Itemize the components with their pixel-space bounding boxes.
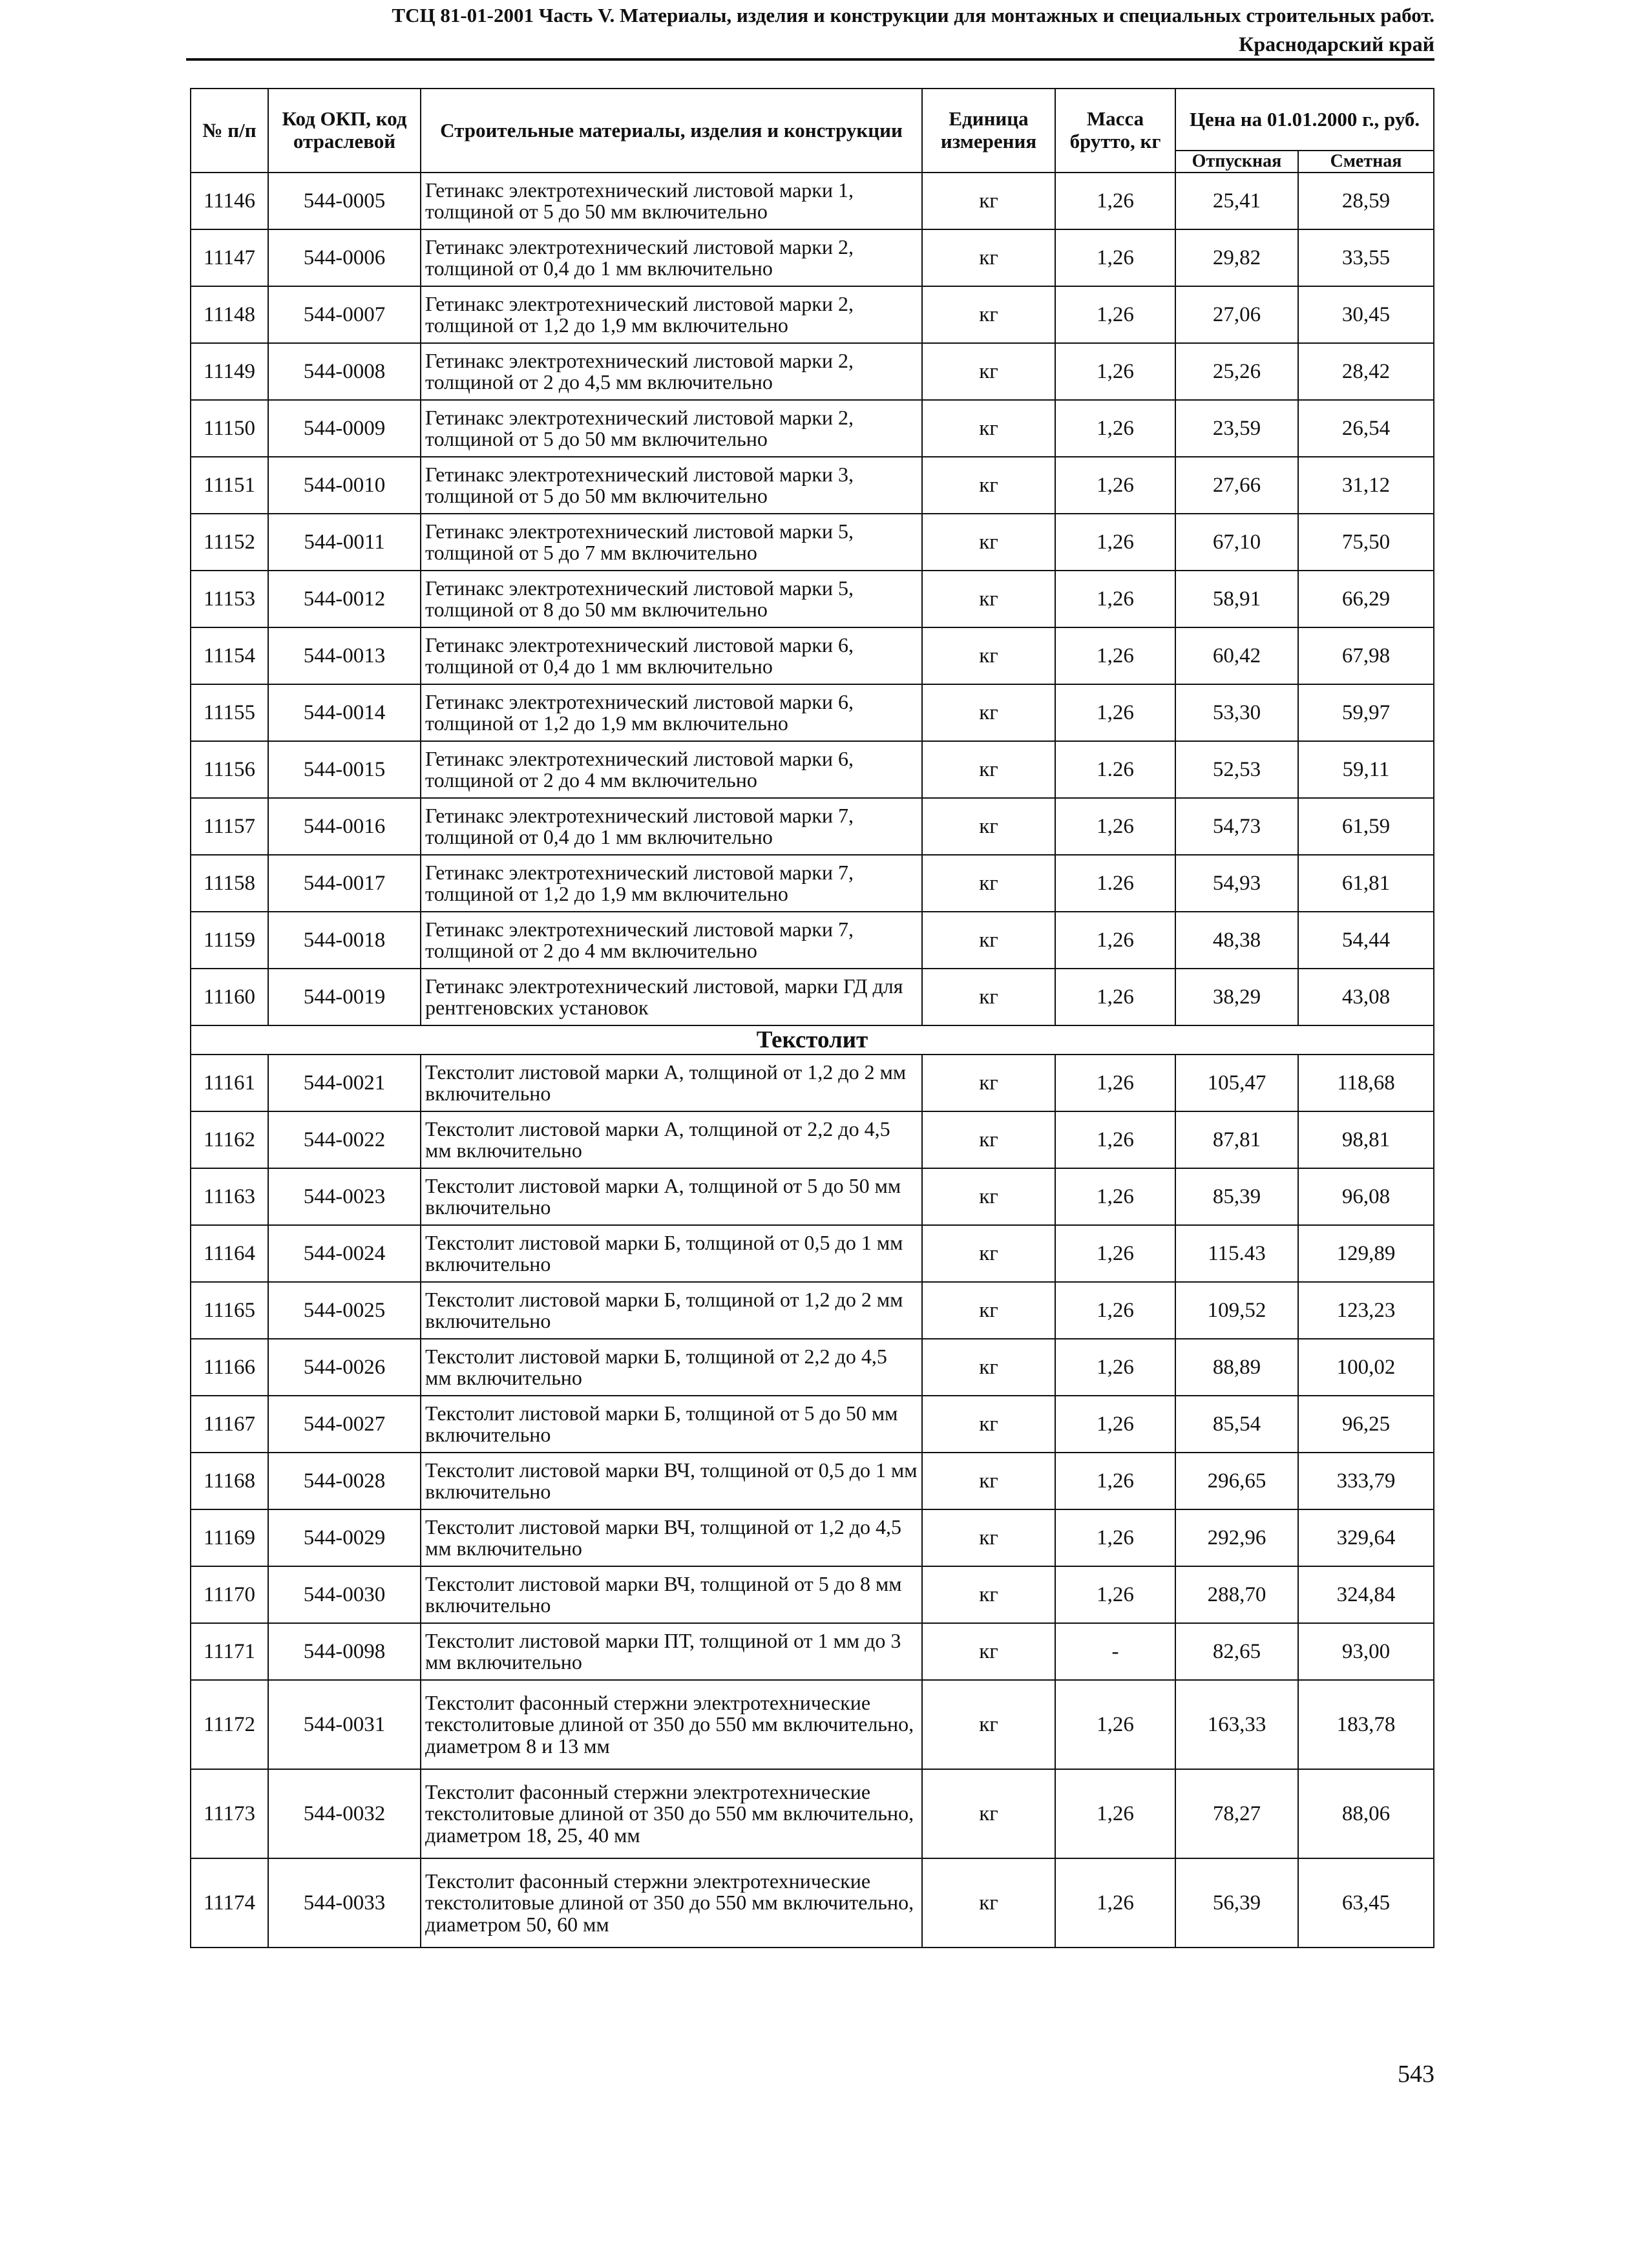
cell-estimate-price: 66,29	[1298, 571, 1434, 627]
cell-mass: 1,26	[1055, 1566, 1175, 1623]
cell-code: 544-0022	[268, 1111, 421, 1168]
cell-number: 11150	[191, 400, 268, 457]
cell-mass: 1,26	[1055, 1339, 1175, 1396]
cell-mass: 1,26	[1055, 457, 1175, 514]
cell-estimate-price: 123,23	[1298, 1282, 1434, 1339]
cell-code: 544-0011	[268, 514, 421, 571]
cell-code: 544-0098	[268, 1623, 421, 1680]
cell-number: 11169	[191, 1509, 268, 1566]
cell-mass: 1,26	[1055, 1111, 1175, 1168]
cell-release-price: 27,06	[1175, 286, 1298, 343]
cell-code: 544-0008	[268, 343, 421, 400]
cell-mass: 1,26	[1055, 514, 1175, 571]
cell-code: 544-0019	[268, 969, 421, 1025]
cell-code: 544-0005	[268, 173, 421, 229]
cell-unit: кг	[922, 741, 1055, 798]
cell-estimate-price: 333,79	[1298, 1453, 1434, 1509]
cell-unit: кг	[922, 1168, 1055, 1225]
cell-mass: 1,26	[1055, 1453, 1175, 1509]
col-header-unit: Единица измерения	[922, 89, 1055, 173]
table-row	[191, 571, 1434, 627]
cell-unit: кг	[922, 684, 1055, 741]
section-title-textolite: Текстолит	[191, 1025, 1434, 1055]
cell-name: Текстолит фасонный стержни электротехнические текстолитовые длиной от 350 до 550 мм включительно, диаметром 50, 60 мм	[421, 1858, 922, 1948]
section-row	[191, 1025, 1434, 1055]
cell-code: 544-0027	[268, 1396, 421, 1453]
table-row	[191, 969, 1434, 1025]
cell-unit: кг	[922, 1769, 1055, 1858]
cell-mass: 1,26	[1055, 1858, 1175, 1948]
cell-mass: -	[1055, 1623, 1175, 1680]
cell-number: 11168	[191, 1453, 268, 1509]
table-row	[191, 627, 1434, 684]
cell-code: 544-0030	[268, 1566, 421, 1623]
cell-name: Текстолит листовой марки Б, толщиной от 2,2 до 4,5 мм включительно	[421, 1339, 922, 1396]
cell-code: 544-0015	[268, 741, 421, 798]
cell-unit: кг	[922, 286, 1055, 343]
cell-code: 544-0024	[268, 1225, 421, 1282]
cell-name: Гетинакс электротехнический листовой марки 7, толщиной от 2 до 4 мм включительно	[421, 912, 922, 969]
cell-code: 544-0033	[268, 1858, 421, 1948]
cell-number: 11158	[191, 855, 268, 912]
cell-estimate-price: 67,98	[1298, 627, 1434, 684]
cell-code: 544-0028	[268, 1453, 421, 1509]
cell-unit: кг	[922, 1453, 1055, 1509]
cell-unit: кг	[922, 400, 1055, 457]
cell-unit: кг	[922, 627, 1055, 684]
cell-number: 11172	[191, 1680, 268, 1769]
cell-estimate-price: 26,54	[1298, 400, 1434, 457]
cell-mass: 1,26	[1055, 173, 1175, 229]
cell-name: Гетинакс электротехнический листовой, марки ГД для рентгеновских установок	[421, 969, 922, 1025]
cell-name: Текстолит листовой марки А, толщиной от 2,2 до 4,5 мм включительно	[421, 1111, 922, 1168]
cell-estimate-price: 28,59	[1298, 173, 1434, 229]
table-row	[191, 1566, 1434, 1623]
cell-number: 11152	[191, 514, 268, 571]
cell-estimate-price: 54,44	[1298, 912, 1434, 969]
cell-code: 544-0010	[268, 457, 421, 514]
cell-release-price: 54,93	[1175, 855, 1298, 912]
cell-number: 11148	[191, 286, 268, 343]
cell-estimate-price: 98,81	[1298, 1111, 1434, 1168]
table-row	[191, 1396, 1434, 1453]
col-header-release-price: Отпускная	[1175, 151, 1298, 173]
cell-mass: 1,26	[1055, 1168, 1175, 1225]
document-header-title: ТСЦ 81-01-2001 Часть V. Материалы, изделия и конструкции для монтажных и специальных строительных работ.	[392, 4, 1434, 26]
cell-number: 11153	[191, 571, 268, 627]
cell-mass: 1,26	[1055, 1225, 1175, 1282]
cell-estimate-price: 183,78	[1298, 1680, 1434, 1769]
table-body-textolite	[191, 1055, 1434, 1948]
cell-name: Гетинакс электротехнический листовой марки 6, толщиной от 2 до 4 мм включительно	[421, 741, 922, 798]
cell-code: 544-0014	[268, 684, 421, 741]
cell-name: Текстолит листовой марки ПТ, толщиной от 1 мм до 3 мм включительно	[421, 1623, 922, 1680]
cell-mass: 1,26	[1055, 1509, 1175, 1566]
cell-number: 11154	[191, 627, 268, 684]
cell-release-price: 25,26	[1175, 343, 1298, 400]
cell-release-price: 29,82	[1175, 229, 1298, 286]
cell-number: 11165	[191, 1282, 268, 1339]
cell-unit: кг	[922, 173, 1055, 229]
cell-number: 11156	[191, 741, 268, 798]
cell-number: 11166	[191, 1339, 268, 1396]
cell-mass: 1,26	[1055, 798, 1175, 855]
cell-number: 11149	[191, 343, 268, 400]
table-row	[191, 1339, 1434, 1396]
table-row	[191, 1225, 1434, 1282]
cell-estimate-price: 28,42	[1298, 343, 1434, 400]
cell-number: 11167	[191, 1396, 268, 1453]
cell-estimate-price: 31,12	[1298, 457, 1434, 514]
table-row	[191, 1623, 1434, 1680]
cell-code: 544-0016	[268, 798, 421, 855]
cell-estimate-price: 43,08	[1298, 969, 1434, 1025]
document-header-region: Краснодарский край	[1239, 32, 1434, 56]
cell-unit: кг	[922, 1111, 1055, 1168]
cell-number: 11170	[191, 1566, 268, 1623]
cell-name: Текстолит листовой марки ВЧ, толщиной от 5 до 8 мм включительно	[421, 1566, 922, 1623]
header-divider	[186, 58, 1434, 61]
table-row	[191, 1453, 1434, 1509]
cell-code: 544-0023	[268, 1168, 421, 1225]
cell-name: Гетинакс электротехнический листовой марки 5, толщиной от 5 до 7 мм включительно	[421, 514, 922, 571]
cell-number: 11171	[191, 1623, 268, 1680]
table-body-getinaks	[191, 173, 1434, 1025]
cell-estimate-price: 30,45	[1298, 286, 1434, 343]
cell-unit: кг	[922, 343, 1055, 400]
cell-code: 544-0007	[268, 286, 421, 343]
table-row	[191, 1055, 1434, 1111]
cell-mass: 1,26	[1055, 627, 1175, 684]
cell-number: 11173	[191, 1769, 268, 1858]
cell-mass: 1,26	[1055, 1396, 1175, 1453]
table-row	[191, 173, 1434, 229]
table-row	[191, 912, 1434, 969]
table-row	[191, 514, 1434, 571]
cell-mass: 1,26	[1055, 229, 1175, 286]
cell-release-price: 54,73	[1175, 798, 1298, 855]
cell-code: 544-0009	[268, 400, 421, 457]
cell-mass: 1,26	[1055, 343, 1175, 400]
cell-name: Текстолит фасонный стержни электротехнические текстолитовые длиной от 350 до 550 мм включительно, диаметром 8 и 13 мм	[421, 1680, 922, 1769]
cell-number: 11162	[191, 1111, 268, 1168]
table-row	[191, 741, 1434, 798]
cell-mass: 1,26	[1055, 684, 1175, 741]
table-row	[191, 684, 1434, 741]
cell-release-price: 60,42	[1175, 627, 1298, 684]
cell-estimate-price: 88,06	[1298, 1769, 1434, 1858]
cell-code: 544-0006	[268, 229, 421, 286]
cell-number: 11174	[191, 1858, 268, 1948]
cell-name: Текстолит листовой марки ВЧ, толщиной от 1,2 до 4,5 мм включительно	[421, 1509, 922, 1566]
cell-name: Текстолит листовой марки А, толщиной от 1,2 до 2 мм включительно	[421, 1055, 922, 1111]
cell-unit: кг	[922, 1566, 1055, 1623]
cell-release-price: 27,66	[1175, 457, 1298, 514]
cell-estimate-price: 61,59	[1298, 798, 1434, 855]
table-row	[191, 1509, 1434, 1566]
cell-unit: кг	[922, 1282, 1055, 1339]
cell-mass: 1.26	[1055, 741, 1175, 798]
cell-number: 11161	[191, 1055, 268, 1111]
cell-unit: кг	[922, 1339, 1055, 1396]
cell-name: Текстолит листовой марки ВЧ, толщиной от 0,5 до 1 мм включительно	[421, 1453, 922, 1509]
cell-code: 544-0021	[268, 1055, 421, 1111]
cell-release-price: 88,89	[1175, 1339, 1298, 1396]
cell-unit: кг	[922, 1623, 1055, 1680]
cell-name: Гетинакс электротехнический листовой марки 2, толщиной от 5 до 50 мм включительно	[421, 400, 922, 457]
cell-estimate-price: 118,68	[1298, 1055, 1434, 1111]
cell-mass: 1,26	[1055, 1769, 1175, 1858]
cell-unit: кг	[922, 1396, 1055, 1453]
cell-name: Гетинакс электротехнический листовой марки 5, толщиной от 8 до 50 мм включительно	[421, 571, 922, 627]
cell-mass: 1,26	[1055, 400, 1175, 457]
cell-code: 544-0017	[268, 855, 421, 912]
cell-unit: кг	[922, 1680, 1055, 1769]
cell-code: 544-0018	[268, 912, 421, 969]
table-row	[191, 1858, 1434, 1948]
cell-name: Текстолит листовой марки Б, толщиной от 0,5 до 1 мм включительно	[421, 1225, 922, 1282]
cell-estimate-price: 59,97	[1298, 684, 1434, 741]
cell-name: Текстолит листовой марки Б, толщиной от 5 до 50 мм включительно	[421, 1396, 922, 1453]
cell-mass: 1,26	[1055, 571, 1175, 627]
table-row	[191, 798, 1434, 855]
cell-number: 11159	[191, 912, 268, 969]
cell-estimate-price: 59,11	[1298, 741, 1434, 798]
table-row	[191, 343, 1434, 400]
table-row	[191, 1680, 1434, 1769]
cell-release-price: 78,27	[1175, 1769, 1298, 1858]
cell-release-price: 105,47	[1175, 1055, 1298, 1111]
cell-release-price: 87,81	[1175, 1111, 1298, 1168]
cell-estimate-price: 75,50	[1298, 514, 1434, 571]
cell-estimate-price: 329,64	[1298, 1509, 1434, 1566]
table-row	[191, 855, 1434, 912]
cell-release-price: 67,10	[1175, 514, 1298, 571]
cell-unit: кг	[922, 571, 1055, 627]
cell-number: 11146	[191, 173, 268, 229]
cell-name: Гетинакс электротехнический листовой марки 7, толщиной от 0,4 до 1 мм включительно	[421, 798, 922, 855]
cell-release-price: 163,33	[1175, 1680, 1298, 1769]
cell-code: 544-0025	[268, 1282, 421, 1339]
cell-number: 11160	[191, 969, 268, 1025]
table-row	[191, 229, 1434, 286]
cell-code: 544-0026	[268, 1339, 421, 1396]
cell-code: 544-0013	[268, 627, 421, 684]
cell-unit: кг	[922, 1055, 1055, 1111]
cell-release-price: 38,29	[1175, 969, 1298, 1025]
cell-release-price: 85,54	[1175, 1396, 1298, 1453]
cell-release-price: 85,39	[1175, 1168, 1298, 1225]
cell-number: 11163	[191, 1168, 268, 1225]
cell-name: Гетинакс электротехнический листовой марки 2, толщиной от 0,4 до 1 мм включительно	[421, 229, 922, 286]
cell-name: Гетинакс электротехнический листовой марки 6, толщиной от 1,2 до 1,9 мм включительно	[421, 684, 922, 741]
cell-number: 11157	[191, 798, 268, 855]
cell-name: Гетинакс электротехнический листовой марки 7, толщиной от 1,2 до 1,9 мм включительно	[421, 855, 922, 912]
cell-release-price: 109,52	[1175, 1282, 1298, 1339]
cell-estimate-price: 33,55	[1298, 229, 1434, 286]
cell-unit: кг	[922, 457, 1055, 514]
cell-code: 544-0012	[268, 571, 421, 627]
cell-unit: кг	[922, 855, 1055, 912]
page-number: 543	[1398, 2061, 1434, 2088]
cell-unit: кг	[922, 229, 1055, 286]
cell-name: Текстолит листовой марки Б, толщиной от 1,2 до 2 мм включительно	[421, 1282, 922, 1339]
table-row	[191, 1282, 1434, 1339]
cell-name: Гетинакс электротехнический листовой марки 3, толщиной от 5 до 50 мм включительно	[421, 457, 922, 514]
cell-code: 544-0031	[268, 1680, 421, 1769]
cell-unit: кг	[922, 514, 1055, 571]
cell-unit: кг	[922, 1225, 1055, 1282]
cell-unit: кг	[922, 969, 1055, 1025]
cell-estimate-price: 96,08	[1298, 1168, 1434, 1225]
cell-number: 11151	[191, 457, 268, 514]
cell-estimate-price: 63,45	[1298, 1858, 1434, 1948]
cell-number: 11164	[191, 1225, 268, 1282]
table-row	[191, 457, 1434, 514]
table-row	[191, 400, 1434, 457]
cell-name: Гетинакс электротехнический листовой марки 6, толщиной от 0,4 до 1 мм включительно	[421, 627, 922, 684]
cell-release-price: 53,30	[1175, 684, 1298, 741]
cell-release-price: 82,65	[1175, 1623, 1298, 1680]
cell-unit: кг	[922, 798, 1055, 855]
cell-release-price: 25,41	[1175, 173, 1298, 229]
col-header-name: Строительные материалы, изделия и конструкции	[421, 89, 922, 173]
cell-name: Гетинакс электротехнический листовой марки 2, толщиной от 1,2 до 1,9 мм включительно	[421, 286, 922, 343]
table-row	[191, 1111, 1434, 1168]
cell-estimate-price: 324,84	[1298, 1566, 1434, 1623]
table-row	[191, 1769, 1434, 1858]
cell-mass: 1,26	[1055, 1680, 1175, 1769]
cell-estimate-price: 100,02	[1298, 1339, 1434, 1396]
cell-number: 11147	[191, 229, 268, 286]
cell-mass: 1.26	[1055, 855, 1175, 912]
cell-release-price: 288,70	[1175, 1566, 1298, 1623]
cell-release-price: 296,65	[1175, 1453, 1298, 1509]
cell-estimate-price: 96,25	[1298, 1396, 1434, 1453]
cell-mass: 1,26	[1055, 969, 1175, 1025]
cell-unit: кг	[922, 912, 1055, 969]
cell-release-price: 58,91	[1175, 571, 1298, 627]
cell-code: 544-0032	[268, 1769, 421, 1858]
cell-number: 11155	[191, 684, 268, 741]
cell-name: Гетинакс электротехнический листовой марки 1, толщиной от 5 до 50 мм включительно	[421, 173, 922, 229]
cell-mass: 1,26	[1055, 1055, 1175, 1111]
cell-mass: 1,26	[1055, 1282, 1175, 1339]
cell-unit: кг	[922, 1858, 1055, 1948]
cell-estimate-price: 61,81	[1298, 855, 1434, 912]
col-header-code: Код ОКП, код отраслевой	[268, 89, 421, 173]
table-row	[191, 286, 1434, 343]
cell-release-price: 48,38	[1175, 912, 1298, 969]
cell-mass: 1,26	[1055, 912, 1175, 969]
col-header-estimate-price: Сметная	[1298, 151, 1434, 173]
cell-mass: 1,26	[1055, 286, 1175, 343]
cell-estimate-price: 93,00	[1298, 1623, 1434, 1680]
cell-name: Текстолит фасонный стержни электротехнические текстолитовые длиной от 350 до 550 мм включительно, диаметром 18, 25, 40 мм	[421, 1769, 922, 1858]
cell-code: 544-0029	[268, 1509, 421, 1566]
col-header-mass: Масса брутто, кг	[1055, 89, 1175, 173]
cell-unit: кг	[922, 1509, 1055, 1566]
price-table	[190, 88, 1434, 1948]
cell-name: Текстолит листовой марки А, толщиной от 5 до 50 мм включительно	[421, 1168, 922, 1225]
cell-name: Гетинакс электротехнический листовой марки 2, толщиной от 2 до 4,5 мм включительно	[421, 343, 922, 400]
cell-release-price: 23,59	[1175, 400, 1298, 457]
col-header-number: № п/п	[191, 89, 268, 173]
cell-release-price: 52,53	[1175, 741, 1298, 798]
cell-release-price: 56,39	[1175, 1858, 1298, 1948]
cell-release-price: 115.43	[1175, 1225, 1298, 1282]
table-row	[191, 1168, 1434, 1225]
col-header-price: Цена на 01.01.2000 г., руб.	[1175, 89, 1434, 151]
cell-release-price: 292,96	[1175, 1509, 1298, 1566]
cell-estimate-price: 129,89	[1298, 1225, 1434, 1282]
